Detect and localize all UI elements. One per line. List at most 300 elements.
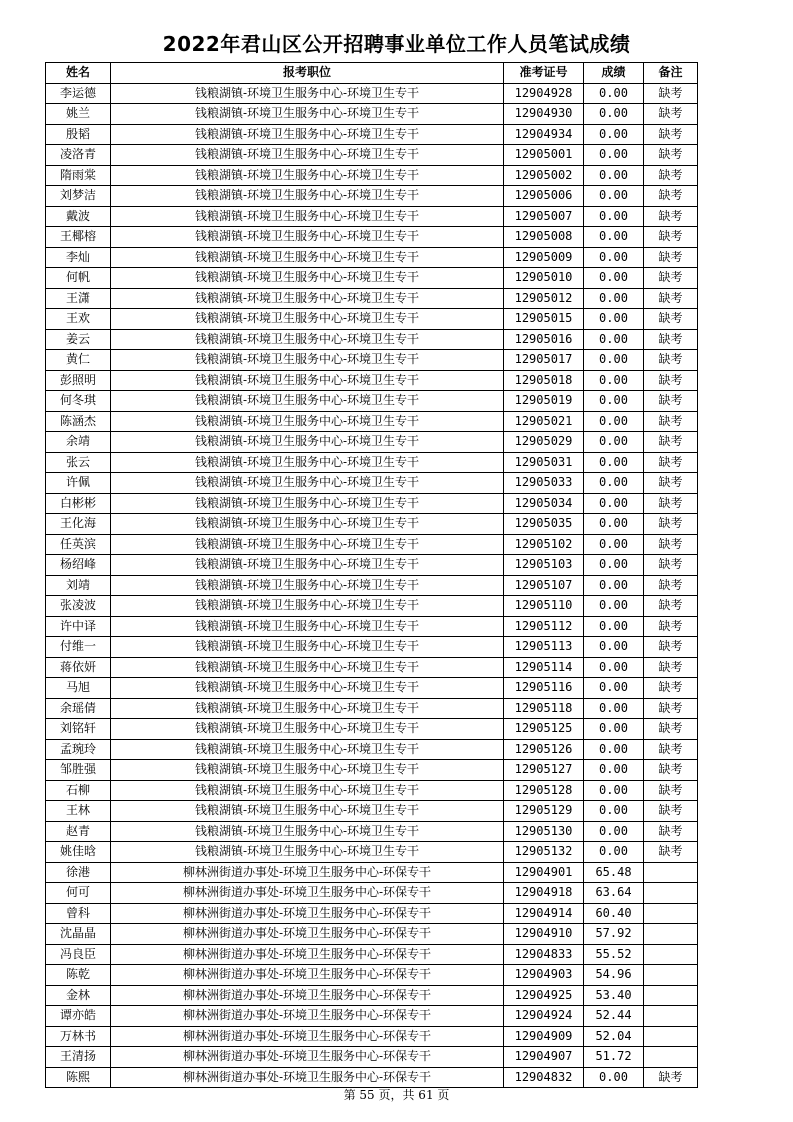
exam-number-cell: 12904925 (504, 985, 584, 1006)
table-row (46, 760, 698, 781)
score-cell: 0.00 (584, 657, 644, 678)
remark-cell: 缺考 (644, 145, 698, 166)
candidate-name-cell: 李灿 (46, 247, 111, 268)
table-row (46, 514, 698, 535)
score-cell: 0.00 (584, 206, 644, 227)
table-row (46, 698, 698, 719)
score-cell: 0.00 (584, 842, 644, 863)
remark-cell: 缺考 (644, 206, 698, 227)
applied-position-cell: 柳林洲街道办事处-环境卫生服务中心-环保专干 (111, 965, 504, 986)
applied-position-cell: 柳林洲街道办事处-环境卫生服务中心-环保专干 (111, 1067, 504, 1088)
exam-number-cell: 12905116 (504, 678, 584, 699)
table-row (46, 1047, 698, 1068)
exam-number-cell: 12905015 (504, 309, 584, 330)
candidate-name-cell: 曾科 (46, 903, 111, 924)
table-row (46, 288, 698, 309)
table-row (46, 944, 698, 965)
table-row (46, 678, 698, 699)
score-cell: 0.00 (584, 288, 644, 309)
applied-position-cell: 钱粮湖镇-环境卫生服务中心-环境卫生专干 (111, 104, 504, 125)
applied-position-cell: 钱粮湖镇-环境卫生服务中心-环境卫生专干 (111, 616, 504, 637)
candidate-name-cell: 白彬彬 (46, 493, 111, 514)
remark-cell (644, 924, 698, 945)
score-cell: 0.00 (584, 247, 644, 268)
remark-cell: 缺考 (644, 432, 698, 453)
remark-cell: 缺考 (644, 719, 698, 740)
exam-number-cell: 12905034 (504, 493, 584, 514)
candidate-name-cell: 殷韬 (46, 124, 111, 145)
applied-position-cell: 钱粮湖镇-环境卫生服务中心-环境卫生专干 (111, 247, 504, 268)
remark-cell (644, 903, 698, 924)
page-footer: 第 55 页，共 61 页 (343, 1088, 450, 1102)
exam-number-cell: 12904914 (504, 903, 584, 924)
score-cell: 0.00 (584, 473, 644, 494)
table-row (46, 186, 698, 207)
candidate-name-cell: 刘靖 (46, 575, 111, 596)
table-row (46, 596, 698, 617)
applied-position-cell: 钱粮湖镇-环境卫生服务中心-环境卫生专干 (111, 637, 504, 658)
exam-number-cell: 12905017 (504, 350, 584, 371)
score-cell: 0.00 (584, 760, 644, 781)
score-cell: 0.00 (584, 145, 644, 166)
score-cell: 0.00 (584, 350, 644, 371)
exam-number-cell: 12905006 (504, 186, 584, 207)
table-row (46, 145, 698, 166)
remark-cell (644, 883, 698, 904)
exam-number-cell: 12905010 (504, 268, 584, 289)
table-row (46, 165, 698, 186)
applied-position-cell: 钱粮湖镇-环境卫生服务中心-环境卫生专干 (111, 514, 504, 535)
score-cell: 0.00 (584, 391, 644, 412)
exam-number-cell: 12904918 (504, 883, 584, 904)
candidate-name-cell: 孟琬玲 (46, 739, 111, 760)
score-cell: 0.00 (584, 124, 644, 145)
score-cell: 60.40 (584, 903, 644, 924)
candidate-name-cell: 何冬琪 (46, 391, 111, 412)
score-cell: 0.00 (584, 268, 644, 289)
applied-position-cell: 柳林洲街道办事处-环境卫生服务中心-环保专干 (111, 924, 504, 945)
table-row (46, 452, 698, 473)
exam-number-cell: 12905130 (504, 821, 584, 842)
candidate-name-cell: 彭照明 (46, 370, 111, 391)
remark-cell: 缺考 (644, 124, 698, 145)
table-row (46, 616, 698, 637)
candidate-name-cell: 凌洛青 (46, 145, 111, 166)
remark-cell: 缺考 (644, 678, 698, 699)
table-row (46, 739, 698, 760)
table-header-row (46, 63, 698, 84)
candidate-name-cell: 沈晶晶 (46, 924, 111, 945)
score-cell: 0.00 (584, 104, 644, 125)
table-row (46, 309, 698, 330)
score-cell: 0.00 (584, 596, 644, 617)
candidate-name-cell: 余瑶倩 (46, 698, 111, 719)
score-cell: 52.44 (584, 1006, 644, 1027)
applied-position-cell: 钱粮湖镇-环境卫生服务中心-环境卫生专干 (111, 555, 504, 576)
candidate-name-cell: 任英滨 (46, 534, 111, 555)
table-row (46, 924, 698, 945)
exam-number-cell: 12904903 (504, 965, 584, 986)
score-cell: 0.00 (584, 739, 644, 760)
candidate-name-cell: 姚兰 (46, 104, 111, 125)
page-title: 2022年君山区公开招聘事业单位工作人员笔试成绩 (162, 32, 631, 56)
candidate-name-cell: 何可 (46, 883, 111, 904)
exam-number-cell: 12905103 (504, 555, 584, 576)
candidate-name-cell: 张云 (46, 452, 111, 473)
table-body (46, 83, 698, 1088)
exam-number-cell: 12905012 (504, 288, 584, 309)
table-row (46, 268, 698, 289)
candidate-name-cell: 冯良臣 (46, 944, 111, 965)
candidate-name-cell: 王欢 (46, 309, 111, 330)
table-row (46, 637, 698, 658)
exam-number-cell: 12904924 (504, 1006, 584, 1027)
applied-position-cell: 钱粮湖镇-环境卫生服务中心-环境卫生专干 (111, 165, 504, 186)
remark-cell: 缺考 (644, 780, 698, 801)
remark-cell: 缺考 (644, 227, 698, 248)
exam-number-cell: 12905128 (504, 780, 584, 801)
applied-position-cell: 钱粮湖镇-环境卫生服务中心-环境卫生专干 (111, 473, 504, 494)
exam-number-cell: 12905016 (504, 329, 584, 350)
remark-cell: 缺考 (644, 1067, 698, 1088)
column-header-position: 报考职位 (111, 63, 504, 84)
table-row (46, 1006, 698, 1027)
applied-position-cell: 钱粮湖镇-环境卫生服务中心-环境卫生专干 (111, 309, 504, 330)
exam-number-cell: 12905018 (504, 370, 584, 391)
table-row (46, 370, 698, 391)
score-cell: 0.00 (584, 678, 644, 699)
applied-position-cell: 钱粮湖镇-环境卫生服务中心-环境卫生专干 (111, 83, 504, 104)
remark-cell: 缺考 (644, 288, 698, 309)
remark-cell: 缺考 (644, 104, 698, 125)
table-row (46, 965, 698, 986)
applied-position-cell: 钱粮湖镇-环境卫生服务中心-环境卫生专干 (111, 801, 504, 822)
candidate-name-cell: 杨绍峰 (46, 555, 111, 576)
exam-number-cell: 12905129 (504, 801, 584, 822)
applied-position-cell: 钱粮湖镇-环境卫生服务中心-环境卫生专干 (111, 760, 504, 781)
score-cell: 54.96 (584, 965, 644, 986)
column-header-exam-number: 准考证号 (504, 63, 584, 84)
exam-number-cell: 12905118 (504, 698, 584, 719)
score-cell: 0.00 (584, 370, 644, 391)
applied-position-cell: 柳林洲街道办事处-环境卫生服务中心-环保专干 (111, 1006, 504, 1027)
applied-position-cell: 钱粮湖镇-环境卫生服务中心-环境卫生专干 (111, 596, 504, 617)
exam-number-cell: 12905008 (504, 227, 584, 248)
score-cell: 0.00 (584, 411, 644, 432)
table-row (46, 821, 698, 842)
exam-number-cell: 12905002 (504, 165, 584, 186)
remark-cell: 缺考 (644, 657, 698, 678)
exam-number-cell: 12904907 (504, 1047, 584, 1068)
score-cell: 57.92 (584, 924, 644, 945)
applied-position-cell: 钱粮湖镇-环境卫生服务中心-环境卫生专干 (111, 493, 504, 514)
remark-cell: 缺考 (644, 842, 698, 863)
applied-position-cell: 钱粮湖镇-环境卫生服务中心-环境卫生专干 (111, 452, 504, 473)
exam-number-cell: 12904930 (504, 104, 584, 125)
score-cell: 51.72 (584, 1047, 644, 1068)
candidate-name-cell: 李运德 (46, 83, 111, 104)
remark-cell: 缺考 (644, 637, 698, 658)
score-cell: 63.64 (584, 883, 644, 904)
candidate-name-cell: 余靖 (46, 432, 111, 453)
candidate-name-cell: 黄仁 (46, 350, 111, 371)
remark-cell (644, 965, 698, 986)
applied-position-cell: 钱粮湖镇-环境卫生服务中心-环境卫生专干 (111, 206, 504, 227)
applied-position-cell: 钱粮湖镇-环境卫生服务中心-环境卫生专干 (111, 411, 504, 432)
remark-cell (644, 862, 698, 883)
exam-number-cell: 12905132 (504, 842, 584, 863)
table-row (46, 329, 698, 350)
remark-cell: 缺考 (644, 555, 698, 576)
remark-cell: 缺考 (644, 165, 698, 186)
exam-number-cell: 12905112 (504, 616, 584, 637)
candidate-name-cell: 蒋依妍 (46, 657, 111, 678)
applied-position-cell: 钱粮湖镇-环境卫生服务中心-环境卫生专干 (111, 145, 504, 166)
remark-cell: 缺考 (644, 329, 698, 350)
exam-number-cell: 12905033 (504, 473, 584, 494)
candidate-name-cell: 姜云 (46, 329, 111, 350)
score-cell: 0.00 (584, 780, 644, 801)
candidate-name-cell: 陈涵杰 (46, 411, 111, 432)
table-row (46, 432, 698, 453)
candidate-name-cell: 隋雨棠 (46, 165, 111, 186)
remark-cell (644, 1026, 698, 1047)
score-cell: 0.00 (584, 698, 644, 719)
applied-position-cell: 钱粮湖镇-环境卫生服务中心-环境卫生专干 (111, 739, 504, 760)
exam-number-cell: 12904901 (504, 862, 584, 883)
remark-cell: 缺考 (644, 801, 698, 822)
remark-cell (644, 1047, 698, 1068)
table-row (46, 350, 698, 371)
candidate-name-cell: 王椰榕 (46, 227, 111, 248)
remark-cell: 缺考 (644, 821, 698, 842)
applied-position-cell: 钱粮湖镇-环境卫生服务中心-环境卫生专干 (111, 432, 504, 453)
table-row (46, 1067, 698, 1088)
table-row (46, 883, 698, 904)
exam-number-cell: 12904934 (504, 124, 584, 145)
exam-number-cell: 12905113 (504, 637, 584, 658)
candidate-name-cell: 马旭 (46, 678, 111, 699)
exam-number-cell: 12905019 (504, 391, 584, 412)
score-cell: 0.00 (584, 165, 644, 186)
candidate-name-cell: 邹胜强 (46, 760, 111, 781)
applied-position-cell: 柳林洲街道办事处-环境卫生服务中心-环保专干 (111, 944, 504, 965)
table-row (46, 206, 698, 227)
score-cell: 0.00 (584, 821, 644, 842)
exam-number-cell: 12905126 (504, 739, 584, 760)
candidate-name-cell: 戴波 (46, 206, 111, 227)
score-cell: 0.00 (584, 801, 644, 822)
candidate-name-cell: 徐港 (46, 862, 111, 883)
applied-position-cell: 柳林洲街道办事处-环境卫生服务中心-环保专干 (111, 903, 504, 924)
exam-number-cell: 12904833 (504, 944, 584, 965)
exam-number-cell: 12905110 (504, 596, 584, 617)
remark-cell: 缺考 (644, 698, 698, 719)
applied-position-cell: 钱粮湖镇-环境卫生服务中心-环境卫生专干 (111, 842, 504, 863)
exam-number-cell: 12905021 (504, 411, 584, 432)
score-cell: 55.52 (584, 944, 644, 965)
remark-cell: 缺考 (644, 575, 698, 596)
candidate-name-cell: 付维一 (46, 637, 111, 658)
table-row (46, 719, 698, 740)
exam-number-cell: 12904910 (504, 924, 584, 945)
applied-position-cell: 钱粮湖镇-环境卫生服务中心-环境卫生专干 (111, 657, 504, 678)
table-row (46, 555, 698, 576)
score-cell: 0.00 (584, 534, 644, 555)
column-header-name: 姓名 (46, 63, 111, 84)
table-row (46, 862, 698, 883)
applied-position-cell: 钱粮湖镇-环境卫生服务中心-环境卫生专干 (111, 288, 504, 309)
candidate-name-cell: 王清扬 (46, 1047, 111, 1068)
candidate-name-cell: 许佩 (46, 473, 111, 494)
applied-position-cell: 钱粮湖镇-环境卫生服务中心-环境卫生专干 (111, 268, 504, 289)
table-row (46, 575, 698, 596)
exam-number-cell: 12905125 (504, 719, 584, 740)
score-cell: 0.00 (584, 1067, 644, 1088)
table-row (46, 985, 698, 1006)
applied-position-cell: 柳林洲街道办事处-环境卫生服务中心-环保专干 (111, 1026, 504, 1047)
remark-cell (644, 985, 698, 1006)
score-cell: 0.00 (584, 309, 644, 330)
score-cell: 0.00 (584, 616, 644, 637)
remark-cell: 缺考 (644, 452, 698, 473)
table-row (46, 801, 698, 822)
remark-cell: 缺考 (644, 534, 698, 555)
remark-cell: 缺考 (644, 473, 698, 494)
score-cell: 52.04 (584, 1026, 644, 1047)
applied-position-cell: 钱粮湖镇-环境卫生服务中心-环境卫生专干 (111, 186, 504, 207)
table-row (46, 780, 698, 801)
table-row (46, 227, 698, 248)
remark-cell: 缺考 (644, 186, 698, 207)
candidate-name-cell: 陈熙 (46, 1067, 111, 1088)
remark-cell: 缺考 (644, 514, 698, 535)
applied-position-cell: 钱粮湖镇-环境卫生服务中心-环境卫生专干 (111, 124, 504, 145)
score-cell: 0.00 (584, 227, 644, 248)
exam-number-cell: 12905031 (504, 452, 584, 473)
candidate-name-cell: 万林书 (46, 1026, 111, 1047)
remark-cell: 缺考 (644, 493, 698, 514)
candidate-name-cell: 何帆 (46, 268, 111, 289)
applied-position-cell: 钱粮湖镇-环境卫生服务中心-环境卫生专干 (111, 698, 504, 719)
remark-cell: 缺考 (644, 739, 698, 760)
applied-position-cell: 钱粮湖镇-环境卫生服务中心-环境卫生专干 (111, 575, 504, 596)
candidate-name-cell: 王潇 (46, 288, 111, 309)
exam-number-cell: 12905107 (504, 575, 584, 596)
table-row (46, 247, 698, 268)
table-row (46, 493, 698, 514)
exam-number-cell: 12904909 (504, 1026, 584, 1047)
remark-cell: 缺考 (644, 350, 698, 371)
remark-cell (644, 1006, 698, 1027)
candidate-name-cell: 王化海 (46, 514, 111, 535)
applied-position-cell: 柳林洲街道办事处-环境卫生服务中心-环保专干 (111, 883, 504, 904)
exam-number-cell: 12905001 (504, 145, 584, 166)
applied-position-cell: 钱粮湖镇-环境卫生服务中心-环境卫生专干 (111, 678, 504, 699)
remark-cell (644, 944, 698, 965)
remark-cell: 缺考 (644, 370, 698, 391)
table-row (46, 411, 698, 432)
applied-position-cell: 钱粮湖镇-环境卫生服务中心-环境卫生专干 (111, 780, 504, 801)
candidate-name-cell: 姚佳晗 (46, 842, 111, 863)
candidate-name-cell: 石柳 (46, 780, 111, 801)
score-cell: 0.00 (584, 329, 644, 350)
exam-number-cell: 12905007 (504, 206, 584, 227)
remark-cell: 缺考 (644, 760, 698, 781)
remark-cell: 缺考 (644, 411, 698, 432)
score-cell: 0.00 (584, 83, 644, 104)
candidate-name-cell: 赵青 (46, 821, 111, 842)
exam-number-cell: 12905127 (504, 760, 584, 781)
table-row (46, 903, 698, 924)
remark-cell: 缺考 (644, 596, 698, 617)
remark-cell: 缺考 (644, 391, 698, 412)
applied-position-cell: 柳林洲街道办事处-环境卫生服务中心-环保专干 (111, 862, 504, 883)
applied-position-cell: 钱粮湖镇-环境卫生服务中心-环境卫生专干 (111, 719, 504, 740)
table-row (46, 473, 698, 494)
remark-cell: 缺考 (644, 268, 698, 289)
score-cell: 0.00 (584, 719, 644, 740)
applied-position-cell: 柳林洲街道办事处-环境卫生服务中心-环保专干 (111, 985, 504, 1006)
score-cell: 0.00 (584, 575, 644, 596)
score-cell: 0.00 (584, 637, 644, 658)
remark-cell: 缺考 (644, 616, 698, 637)
score-cell: 0.00 (584, 514, 644, 535)
table-row (46, 1026, 698, 1047)
candidate-name-cell: 金林 (46, 985, 111, 1006)
table-row (46, 842, 698, 863)
applied-position-cell: 钱粮湖镇-环境卫生服务中心-环境卫生专干 (111, 821, 504, 842)
applied-position-cell: 柳林洲街道办事处-环境卫生服务中心-环保专干 (111, 1047, 504, 1068)
candidate-name-cell: 刘梦洁 (46, 186, 111, 207)
candidate-name-cell: 谭亦皓 (46, 1006, 111, 1027)
applied-position-cell: 钱粮湖镇-环境卫生服务中心-环境卫生专干 (111, 227, 504, 248)
table-row (46, 391, 698, 412)
applied-position-cell: 钱粮湖镇-环境卫生服务中心-环境卫生专干 (111, 329, 504, 350)
exam-number-cell: 12905102 (504, 534, 584, 555)
exam-number-cell: 12905029 (504, 432, 584, 453)
column-header-score: 成绩 (584, 63, 644, 84)
table-row (46, 124, 698, 145)
applied-position-cell: 钱粮湖镇-环境卫生服务中心-环境卫生专干 (111, 350, 504, 371)
exam-number-cell: 12905114 (504, 657, 584, 678)
candidate-name-cell: 张凌波 (46, 596, 111, 617)
score-cell: 65.48 (584, 862, 644, 883)
remark-cell: 缺考 (644, 309, 698, 330)
candidate-name-cell: 王林 (46, 801, 111, 822)
table-row (46, 534, 698, 555)
score-cell: 0.00 (584, 186, 644, 207)
applied-position-cell: 钱粮湖镇-环境卫生服务中心-环境卫生专干 (111, 370, 504, 391)
column-header-remark: 备注 (644, 63, 698, 84)
score-cell: 0.00 (584, 493, 644, 514)
score-cell: 0.00 (584, 432, 644, 453)
candidate-name-cell: 许中译 (46, 616, 111, 637)
exam-number-cell: 12905009 (504, 247, 584, 268)
table-row (46, 657, 698, 678)
applied-position-cell: 钱粮湖镇-环境卫生服务中心-环境卫生专干 (111, 534, 504, 555)
remark-cell: 缺考 (644, 83, 698, 104)
table-row (46, 83, 698, 104)
remark-cell: 缺考 (644, 247, 698, 268)
score-cell: 0.00 (584, 452, 644, 473)
exam-number-cell: 12904832 (504, 1067, 584, 1088)
applied-position-cell: 钱粮湖镇-环境卫生服务中心-环境卫生专干 (111, 391, 504, 412)
score-table (45, 62, 698, 1088)
exam-number-cell: 12905035 (504, 514, 584, 535)
candidate-name-cell: 陈乾 (46, 965, 111, 986)
table-row (46, 104, 698, 125)
